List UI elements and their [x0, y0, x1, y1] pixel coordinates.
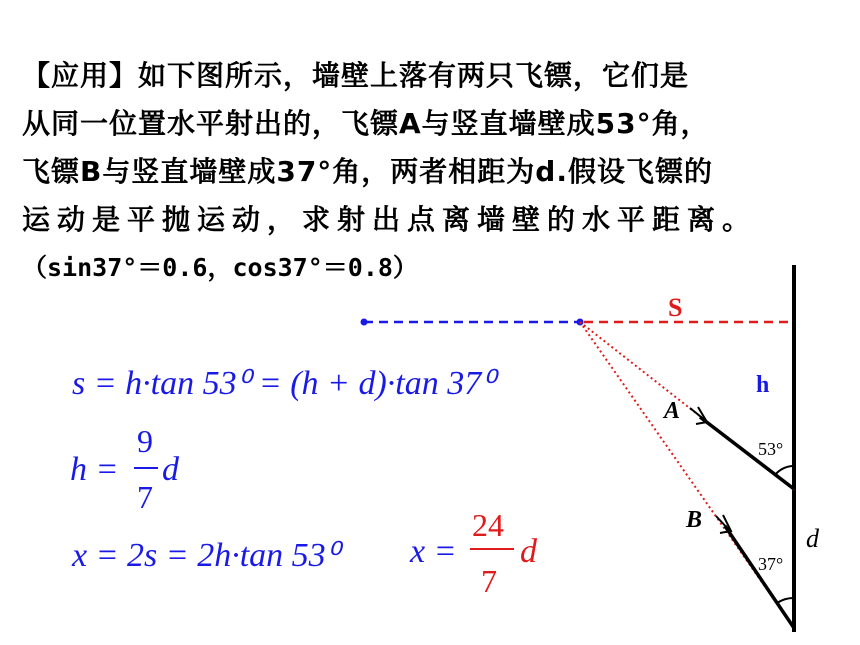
label-b: B: [686, 507, 703, 533]
equation-2-var: d: [162, 451, 179, 488]
label-a: A: [664, 398, 681, 424]
answer-var: d: [520, 533, 537, 570]
problem-line-1: 【应用】如下图所示，墙壁上落有两只飞镖，它们是: [22, 59, 690, 92]
label-d: d: [806, 524, 819, 553]
equation-2-denominator: 7: [137, 479, 153, 515]
equation-2-numerator: 9: [137, 423, 153, 459]
origin-point-left: [361, 319, 368, 326]
label-h: h: [756, 372, 770, 398]
angle-arc-b: [777, 598, 794, 603]
dart-a-arrow-icon: [690, 407, 707, 424]
angle-arc-a: [775, 466, 794, 475]
answer-lhs: x =: [410, 533, 457, 570]
problem-line-2: 从同一位置水平射出的，飞镖A与竖直墙壁成53°角，: [22, 107, 710, 140]
problem-line-4: 运动是平抛运动，求射出点离墙壁的水平距离。: [22, 203, 758, 236]
given-values: （sin37°＝0.6，cos37°＝0.8）: [22, 253, 418, 282]
dart-b: [725, 526, 794, 628]
answer-numerator: 24: [472, 507, 504, 543]
angle-label-a: 53°: [758, 439, 784, 459]
angle-label-b: 37°: [758, 554, 784, 574]
equation-3: x = 2s = 2h·tan 53⁰: [72, 537, 340, 574]
answer-denominator: 7: [481, 563, 497, 599]
equation-2-lhs: h =: [70, 451, 119, 488]
label-s: S: [668, 293, 683, 322]
equation-1: s = h·tan 53⁰ = (h + d)·tan 37⁰: [72, 365, 495, 402]
dart-b-arrow-icon: [716, 515, 731, 533]
problem-line-3: 飞镖B与竖直墙壁成37°角，两者相距为d.假设飞镖的: [22, 155, 713, 188]
